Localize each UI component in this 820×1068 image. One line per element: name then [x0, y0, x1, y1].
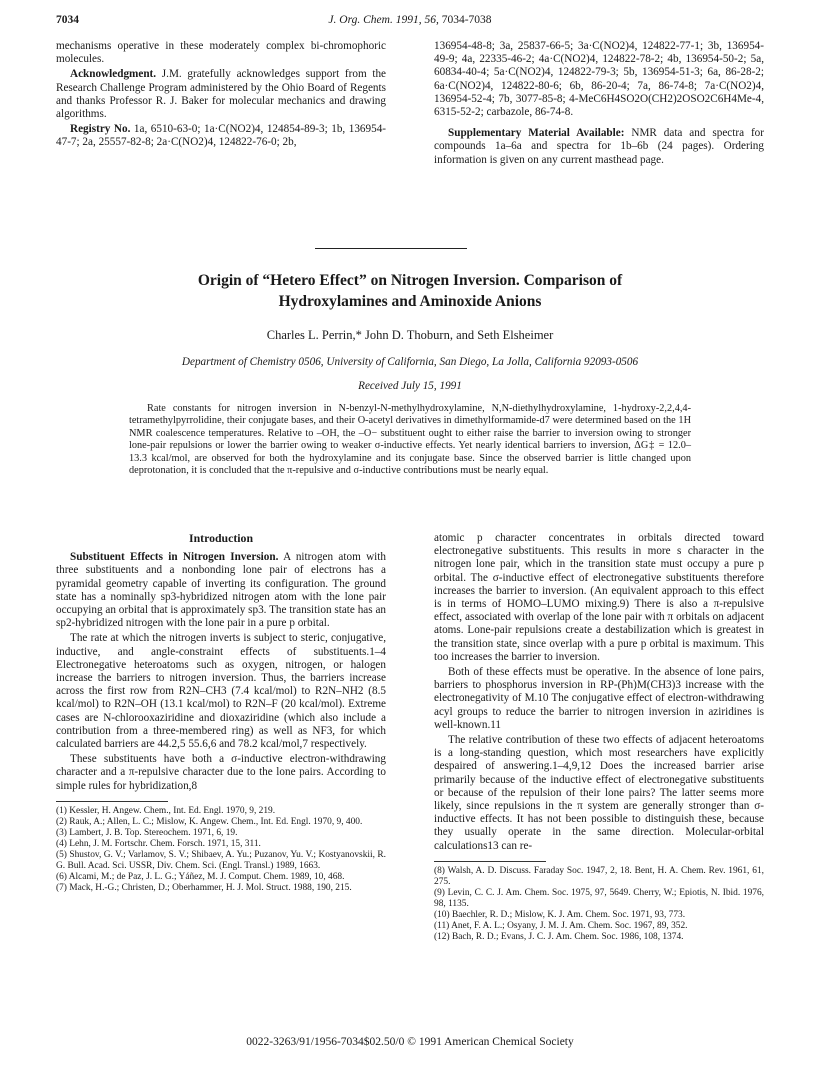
running-header	[56, 14, 764, 30]
footnote-rule	[434, 861, 546, 862]
registry-label: Registry No.	[70, 123, 131, 136]
ack-label: Acknowledgment.	[70, 68, 157, 81]
registry-numbers	[56, 123, 386, 149]
registry-continued: 136954-48-8; 3a, 25837-66-5; 3a·C(NO2)4, 124822-77-1; 3b, 136954-49-9; 4a, 22335-46-2; 4a·C(NO2)4, 124822-78-2; 4b, 136954-50-2; 5a, 60834-40-4; 5a·C(NO2)4, 124822-79-3; 5b, 136954-51-3; 6a, 86-28-2; 6a·C(NO2)4, 124822-80-6; 6b, 86-20-4; 7a, 86-74-8; 7a·C(NO2)4, 136954-52-4; 7b, 3077-85-8; 4-MeC6H4SO2O(CH2)2OSO2C6H4Me-4, 6315-52-2; carbazole, 86-74-8.	[434, 40, 764, 119]
footnote: (9) Levin, C. C. J. Am. Chem. Soc. 1975, 97, 5649. Cherry, W.; Epiotis, N. Ibid. 1976, 98, 1135.	[434, 887, 764, 909]
footnotes-right	[434, 866, 764, 943]
footnote: (6) Alcami, M.; de Paz, J. L. G.; Yáñez, M. J. Comput. Chem. 1989, 10, 468.	[56, 871, 345, 882]
body-right-column	[434, 532, 764, 943]
received-date: Received July 15, 1991	[358, 380, 462, 392]
footnote-rule	[56, 801, 168, 802]
article-title	[90, 270, 730, 312]
paragraph-text: A nitrogen atom with three substituents and a nonbonding lone pair of electrons has a pyramidal geometry capable of inverting its configuration. The ground state has a nominally sp3-hybridized nitrogen atom with the lone pair occupying an orbital that is approximately sp3. The transition state has an sp2-hybridized nitrogen with the lone pair in a pure p orbital.	[56, 551, 386, 630]
supp-label: Supplementary Material Available:	[448, 127, 625, 140]
journal-pages: 7034-7038	[441, 14, 492, 26]
footnote: (8) Walsh, A. D. Discuss. Faraday Soc. 1947, 2, 18. Bent, H. A. Chem. Rev. 1961, 61, 275.	[434, 865, 764, 887]
footnote: (12) Bach, R. D.; Evans, J. C. J. Am. Chem. Soc. 1986, 108, 1374.	[434, 931, 684, 942]
supplementary-material	[434, 127, 764, 167]
section-heading-introduction: Introduction	[188, 531, 254, 545]
footnotes-left	[56, 806, 386, 894]
title-line-1: Origin of “Hetero Effect” on Nitrogen Inversion. Comparison of	[197, 272, 623, 289]
subsection-heading: Substituent Effects in Nitrogen Inversion.	[70, 551, 279, 564]
abstract: Rate constants for nitrogen inversion in N-benzyl-N-methylhydroxylamine, N,N-diethylhydroxylamine, 1-hydroxy-2,2,4,4-tetramethylpyrrolidine, their conjugate bases, and their O-acetyl derivatives in dimethylformamide-d7 were determined based on the 1H NMR coalescence temperatures. Relative to –OH, the –O− substituent ought to either raise the barrier to inversion owing to stronger lone-pair repulsions or lower the barrier owing to weaker σ-inductive effects. Yet nearly identical barriers to inversion, ΔG‡ = 12.0–13.3 kcal/mol, are observed for both the hydroxylamine and its conjugate base. Since the observed barrier is little changed upon deprotonation, it is concluded that the π-repulsive and σ-inductive contributions must be nearly equal.	[129, 403, 691, 477]
footnote: (1) Kessler, H. Angew. Chem., Int. Ed. Engl. 1970, 9, 219.	[56, 805, 276, 816]
paragraph: These substituents have both a σ-inductive electron-withdrawing character and a π-repulsive character due to the lone pairs. According to simple rules for hybridization,8	[56, 753, 386, 792]
paragraph: atomic p character concentrates in orbitals directed toward electronegative substituents. This results in more s character in the nitrogen lone pair, which in the transition state must occupy a pure p orbital. The σ-inductive effect of electronegative substituents therefore increases the barrier to inversion. (An equivalent approach to this effect is in terms of HOMO–LUMO mixing.9) There is also a π-repulsive effect, associated with overlap of the lone pair with π orbitals on adjacent atoms. Lone-pair repulsions create a destabilization which is greatest in the transition state, since overlap with a pure p orbital is maximum. This too increases the barrier to inversion.	[434, 532, 764, 663]
top-right-column	[434, 40, 764, 169]
footnote: (2) Rauk, A.; Allen, L. C.; Mislow, K. Angew. Chem., Int. Ed. Engl. 1970, 9, 400.	[56, 816, 363, 827]
footnote: (5) Shustov, G. V.; Varlamov, S. V.; Shibaev, A. Yu.; Puzanov, Yu. V.; Kostyanovskii, R. G. Bull. Acad. Sci. USSR, Div. Chem. Sci. (Engl. Transl.) 1989, 1663.	[56, 849, 386, 871]
previous-article-ending: mechanisms operative in these moderately complex bi-chromophoric molecules.	[56, 40, 386, 66]
footnote: (11) Anet, F. A. L.; Osyany, J. M. J. Am. Chem. Soc. 1967, 89, 352.	[434, 920, 688, 931]
acknowledgment	[56, 68, 386, 121]
body-left-column	[56, 532, 386, 894]
journal-citation	[56, 14, 764, 26]
top-left-column	[56, 40, 386, 152]
paragraph: The rate at which the nitrogen inverts is subject to steric, conjugative, inductive, and angle-constraint effects of substituents.1–4 Electronegative heteroatoms such as oxygen, nitrogen, or halogen increase the barriers to nitrogen inversion. Thus, the barriers increase across the first row from R2N–CH3 (7.4 kcal/mol) to R2N–NH2 (8.5 kcal/mol) to R2N–OH (13.1 kcal/mol) to R2N–F (20 kcal/mol). Extreme cases are N-chlorooxaziridine and dioxaziridine (which also include a contribution from a three-membered ring) as well as NF3, for which calculated barriers are 44.2,5 55.6,6 and 78.2 kcal/mol,7 respectively.	[56, 632, 386, 751]
journal-year-volume: 1991, 56,	[395, 14, 439, 26]
page-footer: 0022-3263/91/1956-7034$02.50/0 © 1991 American Chemical Society	[246, 1036, 574, 1048]
supp-text: NMR data and spectra for compounds 1a–6a and spectra for 1b–6b (24 pages). Ordering information is given on any current masthead page.	[434, 127, 764, 166]
ack-text: J.M. gratefully acknowledges support from the Research Challenge Program administered by the Ohio Board of Regents and thanks Professor R. J. Baker for molecular mechanics and drawing algorithms.	[56, 68, 387, 121]
paragraph: Both of these effects must be operative. In the absence of lone pairs, barriers to phosphorus inversion in RP-(Ph)M(CH3)3 increase with the electronegativity of M.10 The conjugative effect of electron-withdrawing acyl groups to reduce the barrier to nitrogen inversion in aziridines is well-known.11	[434, 666, 764, 731]
article-separator	[315, 248, 467, 249]
authors: Charles L. Perrin,* John D. Thoburn, and Seth Elsheimer	[266, 328, 554, 342]
footnote: (7) Mack, H.-G.; Christen, D.; Oberhammer, H. J. Mol. Struct. 1988, 190, 215.	[56, 882, 352, 893]
page-number: 7034	[56, 14, 79, 26]
paragraph: The relative contribution of these two effects of adjacent heteroatoms is a long-standing question, which most researchers have explicitly despaired of answering.1–4,9,12 Does the increased barrier arise primarily because of the inductive effect of electronegative substituents or because of the repulsion of their lone pairs? The latter seems more likely, since repulsions in the π system are generally stronger than σ-inductive effects. It has not been possible to distinguish these, because they usually operate in the same direction. Molecular-orbital calculations13 can re-	[434, 734, 764, 852]
footnote: (3) Lambert, J. B. Top. Stereochem. 1971, 6, 19.	[56, 827, 238, 838]
registry-text: 1a, 6510-63-0; 1a·C(NO2)4, 124854-89-3; 1b, 136954-47-7; 2a, 25557-82-8; 2a·C(NO2)4, 124822-76-0; 2b,	[56, 123, 387, 149]
affiliation: Department of Chemistry 0506, University of California, San Diego, La Jolla, California 92093-0506	[181, 356, 639, 368]
paragraph	[56, 551, 386, 630]
footnote: (10) Baechler, R. D.; Mislow, K. J. Am. Chem. Soc. 1971, 93, 773.	[434, 909, 686, 920]
title-line-2: Hydroxylamines and Aminoxide Anions	[278, 293, 542, 310]
footnote: (4) Lehn, J. M. Fortschr. Chem. Forsch. 1971, 15, 311.	[56, 838, 261, 849]
journal-name: J. Org. Chem.	[328, 14, 393, 26]
